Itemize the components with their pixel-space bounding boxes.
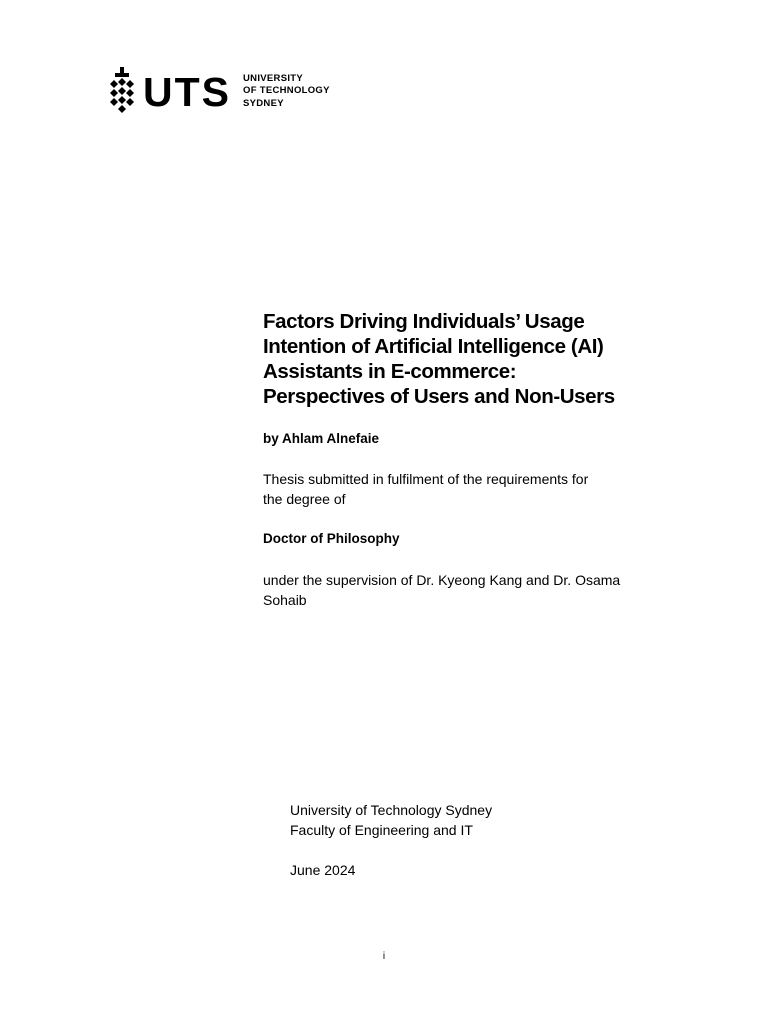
institution-block xyxy=(290,800,492,840)
logo-line: UNIVERSITY xyxy=(243,72,304,84)
submission-statement xyxy=(263,469,683,509)
logo-line: OF TECHNOLOGY xyxy=(243,85,330,97)
institution-line: University of Technology Sydney xyxy=(290,802,493,818)
submission-line: the degree of xyxy=(263,491,346,507)
supervision-line: under the supervision of Dr. Kyeong Kang and Dr. Osama xyxy=(263,572,621,588)
degree-name: Doctor of Philosophy xyxy=(263,531,400,546)
logo-line: SYDNEY xyxy=(243,97,284,109)
page-number: i xyxy=(382,951,386,962)
supervision-line: Sohaib xyxy=(263,592,307,608)
logo-wordmark: UTS xyxy=(143,68,231,115)
title-line: Assistants in E-commerce: xyxy=(263,360,517,383)
submission-date: June 2024 xyxy=(290,862,356,878)
author-line: by Ahlam Alnefaie xyxy=(263,431,380,446)
submission-line: Thesis submitted in fulfilment of the requirements for xyxy=(263,471,589,487)
supervision-statement xyxy=(263,570,683,610)
title-line: Intention of Artificial Intelligence (AI) xyxy=(263,335,604,358)
title-line: Factors Driving Individuals’ Usage xyxy=(263,310,585,333)
thesis-title xyxy=(263,309,703,409)
institution-line: Faculty of Engineering and IT xyxy=(290,822,473,838)
uts-logo xyxy=(108,66,330,116)
title-line: Perspectives of Users and Non-Users xyxy=(263,385,615,408)
logo-university-name xyxy=(243,73,330,111)
uts-crest-icon xyxy=(108,67,136,115)
